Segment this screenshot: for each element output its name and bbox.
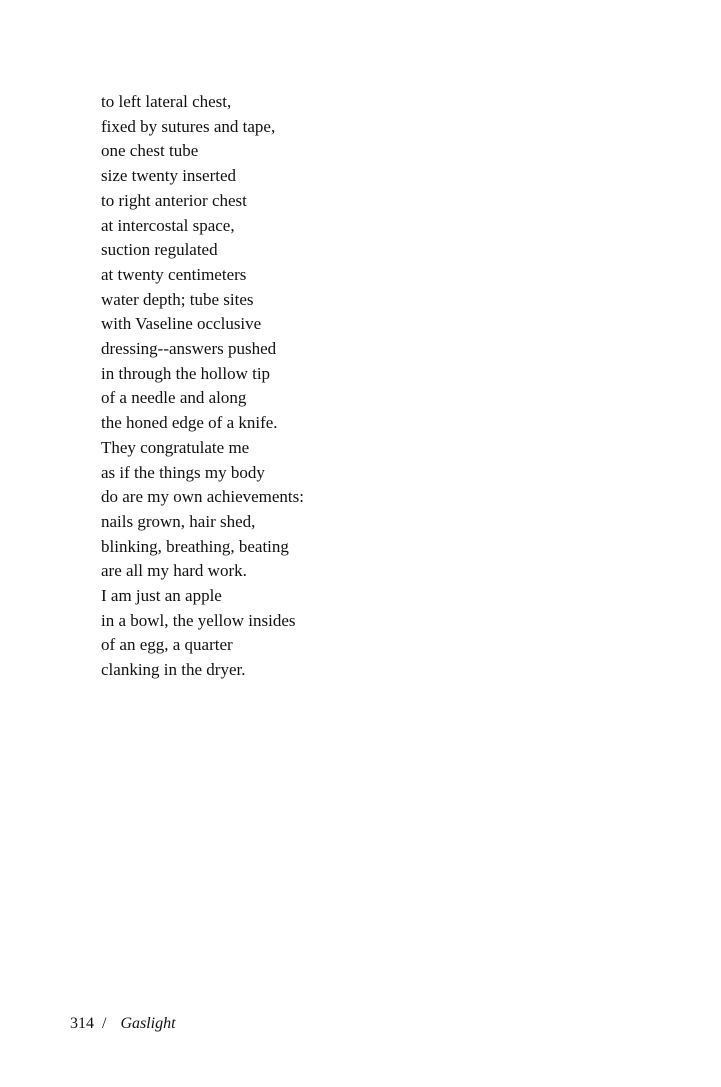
poem-line: in a bowl, the yellow insides (101, 610, 296, 630)
poem-line: dressing--answers pushed (101, 339, 277, 359)
poem-line: suction regulated (101, 240, 218, 260)
poem-line: to left lateral chest, (101, 92, 232, 111)
poem-line: do are my own achievements: (101, 487, 304, 507)
poem-line: the honed edge of a knife. (101, 413, 278, 433)
poem-line: to right anterior chest (101, 190, 247, 210)
page-footer (70, 1013, 176, 1035)
poem-line: in through the hollow tip (101, 363, 271, 383)
poem-text (101, 90, 304, 683)
poem-line: size twenty inserted (101, 166, 237, 186)
poem-line: water depth; tube sites (101, 289, 254, 309)
footer-separator: / (102, 1015, 107, 1032)
poem-line: fixed by sutures and tape, (101, 116, 276, 136)
book-title: Gaslight (120, 1015, 176, 1032)
poem-line: at intercostal space, (101, 215, 235, 235)
poem-line: clanking in the dryer. (101, 660, 246, 680)
poem-line: one chest tube (101, 141, 199, 161)
poem-line: I am just an apple (101, 586, 222, 606)
poem-line: of an egg, a quarter (101, 635, 233, 655)
poem-line: nails grown, hair shed, (101, 511, 256, 531)
poem-line: with Vaseline occlusive (101, 314, 262, 334)
poem-line: as if the things my body (101, 462, 265, 482)
poem-line: They congratulate me (101, 437, 250, 457)
poem-line: of a needle and along (101, 388, 247, 408)
page-number: 314 (70, 1015, 94, 1032)
poem-line: are all my hard work. (101, 561, 247, 581)
poem-line: at twenty centimeters (101, 264, 247, 284)
poem-line: blinking, breathing, beating (101, 536, 289, 556)
